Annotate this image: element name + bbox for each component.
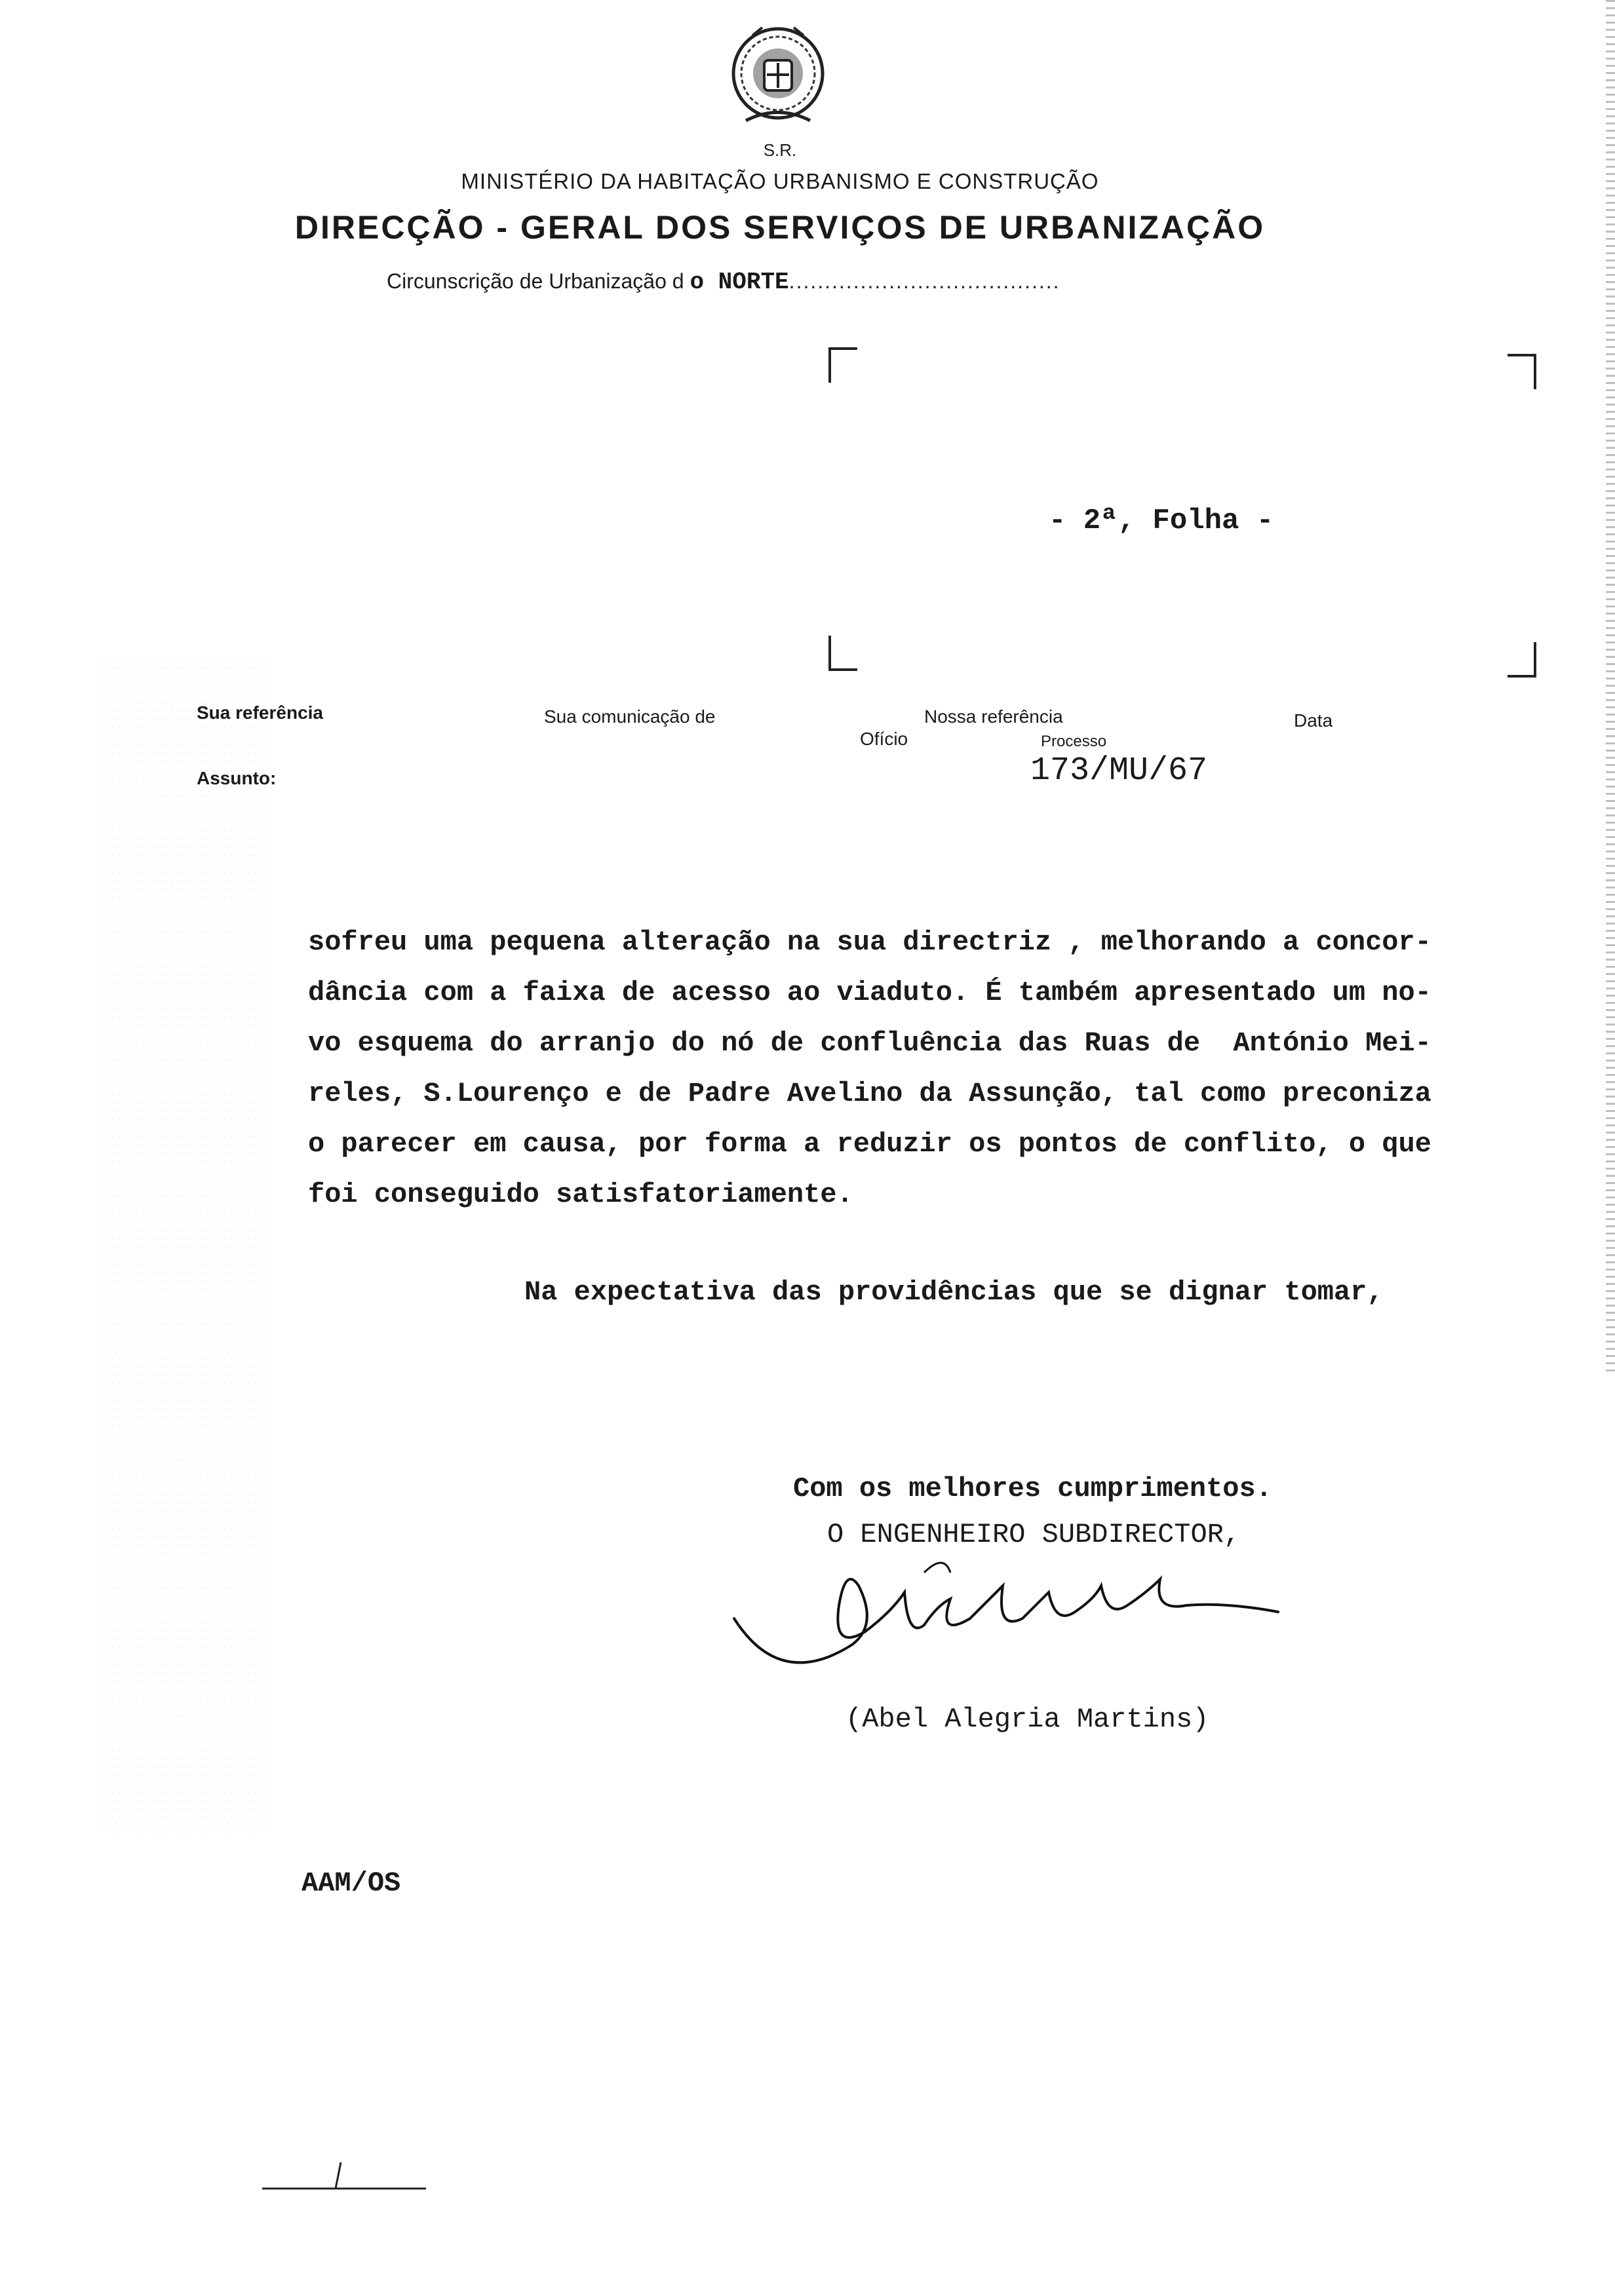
signature-icon xyxy=(728,1546,1291,1717)
address-corner-bottom-left xyxy=(828,636,857,671)
letter-body xyxy=(308,917,1540,1220)
scan-noise-right xyxy=(1606,0,1615,1376)
page-marker: - 2ª, Folha - xyxy=(1049,505,1274,537)
coat-of-arms-icon xyxy=(726,22,830,140)
direccao-geral-title: DIRECÇÃO - GERAL DOS SERVIÇOS DE URBANIZAÇÃO xyxy=(294,209,1266,246)
body-line: sofreu uma pequena alteração na sua directriz , melhorando a concor- xyxy=(308,927,1431,958)
circunscricao-value: o NORTE xyxy=(690,269,789,296)
circunscricao-label: Circunscrição de Urbanização d xyxy=(387,269,684,293)
signer-title: O ENGENHEIRO SUBDIRECTOR, xyxy=(827,1519,1241,1550)
body-line: vo esquema do arranjo do nó de confluência das Ruas de António Mei- xyxy=(308,1027,1431,1059)
body-line: o parecer em causa, por forma a reduzir os pontos de conflito, o que xyxy=(308,1128,1431,1160)
processo-label: Processo xyxy=(1041,733,1107,750)
assunto-label: Assunto: xyxy=(197,768,277,788)
ministry-name: MINISTÉRIO DA HABITAÇÃO URBANISMO E CONSTRUÇÃO xyxy=(461,169,1099,193)
processo-value: 173/MU/67 xyxy=(1030,752,1208,790)
body-line: dância com a faixa de acesso ao viaduto. É também apresentado um no- xyxy=(308,977,1431,1008)
sua-comunicacao-label: Sua comunicação de xyxy=(544,706,716,727)
address-corner-top-right xyxy=(1508,354,1536,389)
dotted-leader: ...................................... xyxy=(788,269,1060,293)
body-line: foi conseguido satisfatoriamente. xyxy=(308,1179,853,1210)
typist-initials: AAM/OS xyxy=(302,1867,401,1899)
sua-referencia-label: Sua referência xyxy=(197,702,323,723)
circunscricao-line xyxy=(387,269,1060,296)
scan-noise-left xyxy=(98,655,269,1835)
oficio-label: Ofício xyxy=(860,729,908,749)
body-line: reles, S.Lourenço e de Padre Avelino da Assunção, tal como preconiza xyxy=(308,1078,1431,1109)
address-corner-bottom-right xyxy=(1508,642,1536,678)
nossa-referencia-label: Nossa referência xyxy=(924,706,1063,727)
data-label: Data xyxy=(1294,710,1333,731)
closing-sentence: Na expectativa das providências que se dignar tomar, xyxy=(524,1276,1384,1308)
sr-label: S.R. xyxy=(763,140,797,160)
signer-name: (Abel Alegria Martins) xyxy=(846,1704,1209,1735)
compliments: Com os melhores cumprimentos. xyxy=(793,1473,1272,1504)
address-corner-top-left xyxy=(828,347,857,383)
footer-slash-mark xyxy=(262,2156,426,2195)
